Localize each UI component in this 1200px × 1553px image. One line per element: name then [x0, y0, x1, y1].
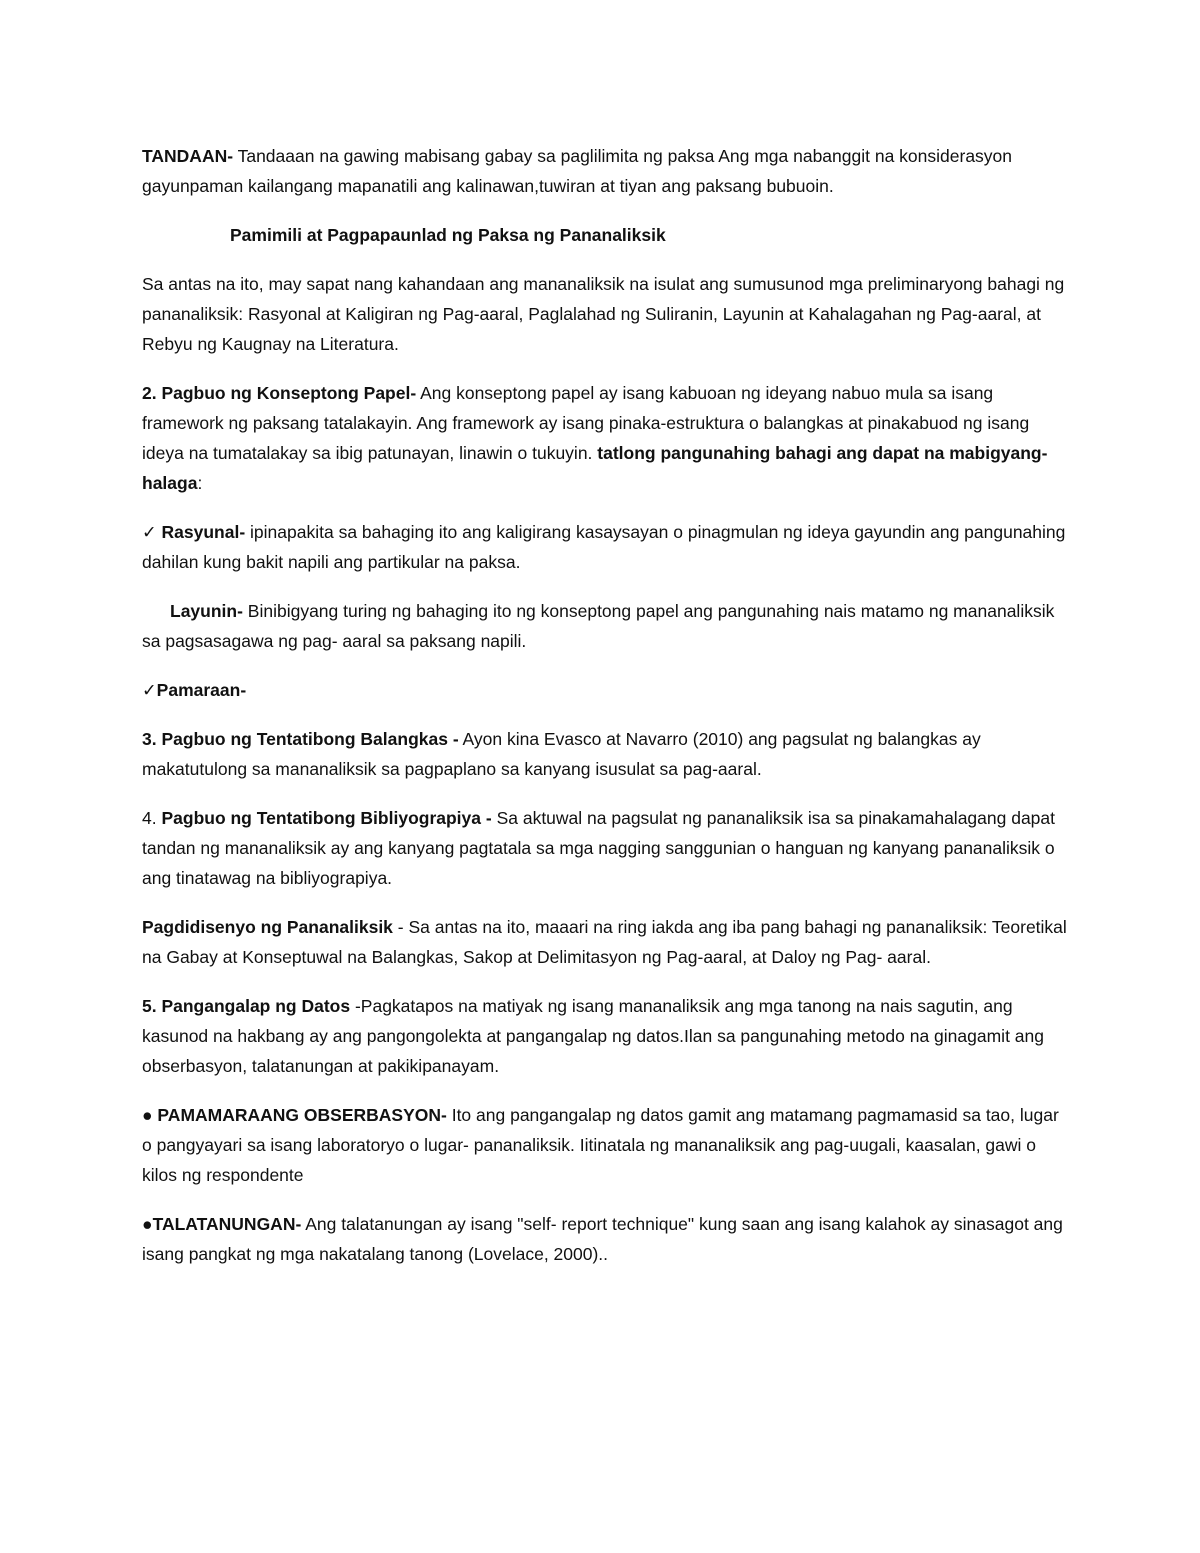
pamaraan-paragraph [142, 675, 1067, 705]
balangkas-paragraph [142, 724, 1067, 784]
tatlong-bahagi-emphasis: tatlong pangunahing bahagi ang dapat na mabigyang- halaga [142, 443, 1048, 493]
bibliyograpiya-number: 4. [142, 808, 162, 828]
balangkas-text: Ayon kina Evasco at Navarro (2010) ang pagsulat ng balangkas ay makatutulong sa mananaliksik sa pagpaplano sa kanyang isusulat sa pag-aaral. [142, 729, 981, 779]
pagdidisenyo-text: - Sa antas na ito, maaari na ring iakda ang iba pang bahagi ng pananaliksik: Teoretikal na Gabay at Konseptuwal na Balangkas, Sakop at Delimitasyon ng Pag-aaral, at Daloy ng Pag- aaral. [142, 917, 1067, 967]
konseptong-papel-text: Ang konseptong papel ay isang kabuoan ng ideyang nabuo mula sa isang framework ng paksang tatalakayin. Ang framework ay isang pinaka-estruktura o balangkas at pinakabuod ng isang ideya na tumatalakay sa ibig patunayan, linawin o tukuyin. [142, 383, 1030, 463]
antas-text: Sa antas na ito, may sapat nang kahandaan ang mananaliksik na isulat ang sumusunod mga preliminaryong bahagi ng pananaliksik: Rasyonal at Kaligiran ng Pag-aaral, Paglalahad ng Suliranin, Layunin at Kahalagahan ng Pag-aaral, at Rebyu ng Kaugnay na Literatura. [142, 274, 1065, 354]
layunin-paragraph [142, 596, 1067, 656]
tandaan-label: TANDAAN- [142, 146, 234, 166]
talatanungan-text: Ang talatanungan ay isang "self- report technique" kung saan ang isang kalahok ay sinasagot ang isang pangkat ng mga nakatalang tanong (Lovelace, 2000).. [142, 1214, 1063, 1264]
layunin-heading: Layunin- [170, 601, 243, 621]
obserbasyon-heading: ● PAMAMARAANG OBSERBASYON- [142, 1105, 447, 1125]
rasyunal-paragraph [142, 517, 1067, 577]
document-body [142, 141, 1067, 1288]
section-title: Pamimili at Pagpapaunlad ng Paksa ng Pananaliksik [230, 225, 666, 245]
tandaan-text: Tandaaan na gawing mabisang gabay sa paglilimita ng paksa Ang mga nabanggit na konsiderasyon gayunpaman kailangang mapanatili ang kalinawan,tuwiran at tiyan ang paksang bubuoin. [142, 146, 1013, 196]
konseptong-papel-paragraph [142, 378, 1067, 498]
obserbasyon-text: Ito ang pangangalap ng datos gamit ang matamang pagmamasid sa tao, lugar o pangyayari sa isang laboratoryo o lugar- pananaliksik. Iitinatala ng mananaliksik ang pag-uugali, kaasalan, gawi o kilos ng respondente [142, 1105, 1059, 1185]
talatanungan-paragraph [142, 1209, 1067, 1269]
tandaan-paragraph [142, 141, 1067, 201]
antas-paragraph [142, 269, 1067, 359]
rasyunal-heading: ✓ Rasyunal- [142, 522, 246, 542]
bibliyograpiya-paragraph [142, 803, 1067, 893]
bibliyograpiya-heading: Pagbuo ng Tentatibong Bibliyograpiya - [161, 808, 492, 828]
konseptong-papel-colon: : [197, 473, 203, 493]
rasyunal-text: ipinapakita sa bahaging ito ang kaligirang kasaysayan o pinagmulan ng ideya gayundin ang pangunahing dahilan kung bakit napili ang partikular na paksa. [142, 522, 1066, 572]
layunin-text: Binibigyang turing ng bahaging ito ng konseptong papel ang pangunahing nais matamo ng mananaliksik sa pagsasagawa ng pag- aaral sa paksang napili. [142, 601, 1055, 651]
balangkas-heading: 3. Pagbuo ng Tentatibong Balangkas - [142, 729, 459, 749]
obserbasyon-paragraph [142, 1100, 1067, 1190]
pangangalap-text: -Pagkatapos na matiyak ng isang mananaliksik ang mga tanong na nais sagutin, ang kasunod na hakbang ay ang pangongolekta at pangangalap ng datos.Ilan sa pangunahing metodo na ginagamit ang obserbasyon, talatanungan at pakikipanayam. [142, 996, 1044, 1076]
pagdidisenyo-paragraph [142, 912, 1067, 972]
pagdidisenyo-heading: Pagdidisenyo ng Pananaliksik [142, 917, 393, 937]
pamaraan-heading: ✓Pamaraan- [142, 680, 247, 700]
pangangalap-heading: 5. Pangangalap ng Datos [142, 996, 351, 1016]
talatanungan-heading: ●TALATANUNGAN- [142, 1214, 302, 1234]
bibliyograpiya-text: Sa aktuwal na pagsulat ng pananaliksik isa sa pinakamahalagang dapat tandan ng mananaliksik ay ang kanyang pagtatala sa mga nagging sanggunian o hanguan ng kanyang pananaliksik o ang tinatawag na bibliyograpiya. [142, 808, 1056, 888]
konseptong-papel-heading: 2. Pagbuo ng Konseptong Papel- [142, 383, 417, 403]
pangangalap-paragraph [142, 991, 1067, 1081]
